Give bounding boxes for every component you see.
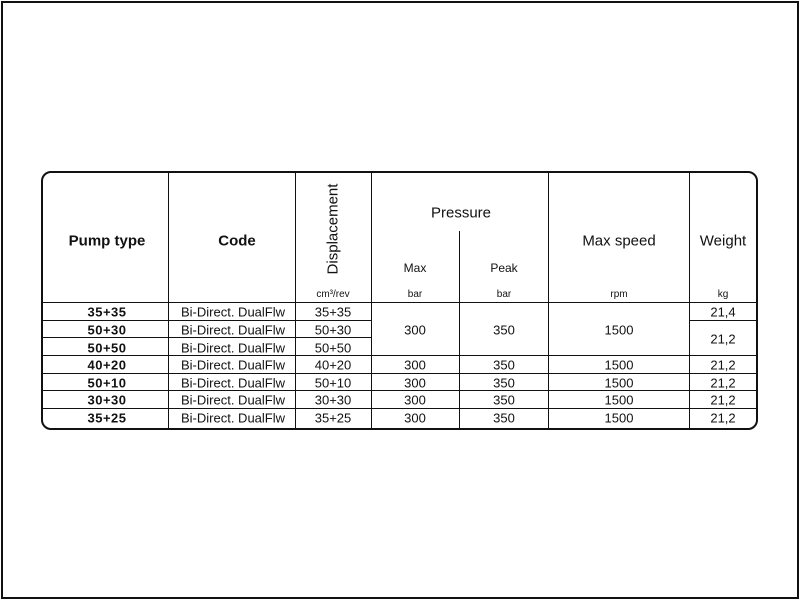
cell-speed-merged: 1500 [604, 322, 634, 338]
cell-code: Bi-Direct. DualFlw [180, 392, 286, 408]
cell-weight: 21,2 [710, 392, 736, 408]
cell-weight: 21,2 [710, 410, 736, 426]
header-displacement: Displacement [324, 183, 342, 275]
cell-displacement: 30+30 [314, 392, 352, 408]
header-code: Code [218, 232, 256, 250]
col-line [459, 231, 460, 428]
cell-code: Bi-Direct. DualFlw [180, 322, 286, 338]
unit-displacement: cm³/rev [316, 289, 350, 300]
cell-peak: 350 [493, 392, 515, 408]
header-pump-type: Pump type [68, 232, 146, 250]
cell-speed: 1500 [604, 357, 634, 373]
row-line [43, 302, 756, 303]
cell-weight: 21,2 [710, 357, 736, 373]
cell-displacement: 40+20 [314, 357, 352, 373]
cell-max-merged: 300 [404, 322, 426, 338]
cell-peak-merged: 350 [493, 322, 515, 338]
unit-max: bar [407, 289, 423, 300]
cell-pump-type: 35+35 [87, 304, 127, 320]
cell-pump-type: 40+20 [87, 357, 127, 373]
pump-spec-table [41, 171, 758, 430]
cell-pump-type: 50+10 [87, 375, 127, 391]
row-line [43, 373, 756, 374]
cell-pump-type: 30+30 [87, 392, 127, 408]
cell-code: Bi-Direct. DualFlw [180, 410, 286, 426]
unit-peak: bar [496, 289, 512, 300]
cell-weight: 21,2 [710, 375, 736, 391]
cell-weight: 21,4 [710, 304, 736, 320]
cell-displacement: 50+30 [314, 322, 352, 338]
header-max: Max [403, 261, 427, 275]
unit-speed: rpm [610, 289, 628, 300]
row-line [43, 355, 756, 356]
row-line [43, 320, 372, 321]
header-pressure: Pressure [430, 204, 492, 222]
cell-max: 300 [404, 410, 426, 426]
cell-displacement: 50+10 [314, 375, 352, 391]
header-weight: Weight [699, 232, 747, 250]
cell-code: Bi-Direct. DualFlw [180, 304, 286, 320]
cell-max: 300 [404, 392, 426, 408]
cell-speed: 1500 [604, 410, 634, 426]
row-line [43, 408, 756, 409]
unit-weight: kg [717, 289, 729, 300]
cell-pump-type: 50+30 [87, 322, 127, 338]
cell-pump-type: 50+50 [87, 340, 127, 356]
cell-displacement: 35+25 [314, 410, 352, 426]
cell-peak: 350 [493, 375, 515, 391]
cell-max: 300 [404, 375, 426, 391]
header-max-speed: Max speed [582, 232, 656, 250]
cell-weight-merged: 21,2 [710, 331, 736, 347]
cell-code: Bi-Direct. DualFlw [180, 357, 286, 373]
row-line [689, 320, 756, 321]
cell-max: 300 [404, 357, 426, 373]
cell-code: Bi-Direct. DualFlw [180, 340, 286, 356]
cell-speed: 1500 [604, 392, 634, 408]
header-peak: Peak [490, 261, 518, 275]
cell-speed: 1500 [604, 375, 634, 391]
cell-code: Bi-Direct. DualFlw [180, 375, 286, 391]
cell-peak: 350 [493, 357, 515, 373]
row-line [43, 390, 756, 391]
cell-peak: 350 [493, 410, 515, 426]
cell-displacement: 50+50 [314, 340, 352, 356]
cell-displacement: 35+35 [314, 304, 352, 320]
cell-pump-type: 35+25 [87, 410, 127, 426]
